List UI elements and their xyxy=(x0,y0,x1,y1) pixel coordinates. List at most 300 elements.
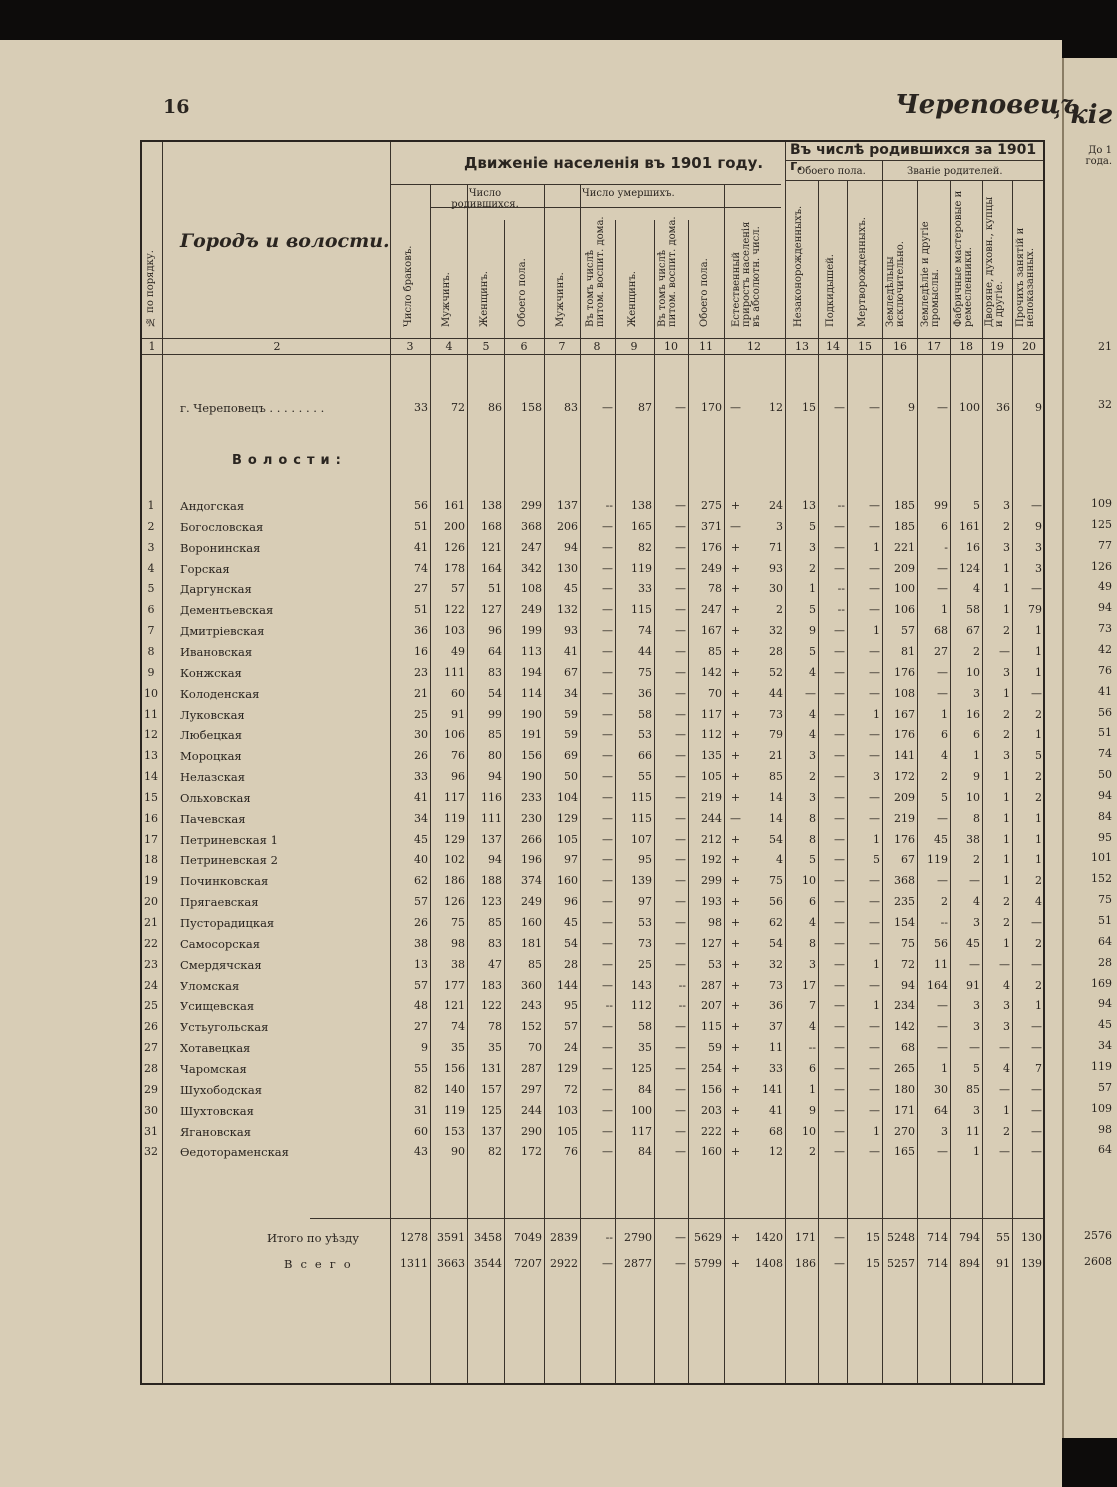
row-index: 7 xyxy=(147,624,155,638)
table-cell: 176 xyxy=(894,665,915,679)
table-cell: 2 xyxy=(973,644,980,658)
statistics-table xyxy=(140,140,1045,1385)
side-cell: 98 xyxy=(1098,1122,1112,1136)
table-cell: 78 xyxy=(708,582,722,596)
table-cell: — xyxy=(675,519,686,533)
row-name: Шухободская xyxy=(180,1082,262,1097)
table-cell: — xyxy=(602,811,613,825)
table-cell: 1 xyxy=(873,707,880,721)
table-cell: 5 xyxy=(809,644,816,658)
table-cell: 156 xyxy=(521,749,542,763)
side-cell: 84 xyxy=(1098,809,1112,823)
table-cell: 2 xyxy=(809,561,816,575)
table-cell: — xyxy=(675,1145,686,1159)
table-cell: 9 xyxy=(809,624,816,638)
table-cell: 127 xyxy=(481,603,502,617)
table-cell: 121 xyxy=(444,999,465,1013)
table-cell: 3 xyxy=(776,519,783,533)
table-cell: 91 xyxy=(966,978,980,992)
table-cell: 1 xyxy=(1003,832,1010,846)
table-row xyxy=(142,976,1043,997)
table-cell: 52 xyxy=(769,665,783,679)
col-number: 10 xyxy=(664,340,678,353)
table-row xyxy=(142,1080,1043,1101)
table-cell: 154 xyxy=(894,916,915,929)
table-cell: 68 xyxy=(901,1041,915,1055)
table-cell: 5799 xyxy=(694,1257,722,1270)
table-cell: 26 xyxy=(414,916,428,929)
row-index: 9 xyxy=(147,665,155,679)
table-cell: — xyxy=(869,916,880,929)
table-cell: 5 xyxy=(873,853,880,867)
table-cell: 8 xyxy=(809,936,816,950)
table-cell: 3 xyxy=(1003,499,1010,512)
table-cell: 44 xyxy=(769,686,783,700)
table-cell: -- xyxy=(605,499,613,512)
table-cell: 7 xyxy=(1035,1061,1042,1075)
row-index: 30 xyxy=(144,1103,158,1117)
table-cell: 10 xyxy=(966,790,980,804)
row-index: 25 xyxy=(144,999,158,1013)
table-cell: — xyxy=(1031,1041,1042,1055)
table-cell: 53 xyxy=(638,916,652,929)
table-cell: 67 xyxy=(901,853,915,867)
side-cell: 74 xyxy=(1098,747,1112,761)
table-row xyxy=(142,871,1043,892)
table-cell: 4 xyxy=(973,582,980,596)
table-cell: — xyxy=(834,916,845,929)
table-cell: 1 xyxy=(1003,853,1010,867)
row-name: Конжская xyxy=(180,665,242,680)
table-cell: + xyxy=(730,1124,741,1138)
table-cell: 2 xyxy=(776,603,783,617)
table-cell: — xyxy=(969,874,980,888)
table-cell: — xyxy=(834,519,845,533)
row-index: 14 xyxy=(144,770,158,784)
table-cell: 222 xyxy=(701,1124,722,1138)
row-name: Петриневская 1 xyxy=(180,832,278,847)
table-cell: 8 xyxy=(809,832,816,846)
table-cell: 99 xyxy=(488,707,502,721)
table-cell: — xyxy=(834,401,845,414)
section-label: Волости: xyxy=(232,453,347,468)
table-cell: 1 xyxy=(1003,936,1010,950)
table-cell: + xyxy=(730,561,741,575)
table-cell: 55 xyxy=(996,1231,1010,1244)
table-cell: 297 xyxy=(521,1082,542,1096)
table-cell: 72 xyxy=(901,957,915,971)
table-cell: — xyxy=(869,499,880,512)
table-cell: 64 xyxy=(488,644,502,658)
table-cell: 83 xyxy=(488,936,502,950)
table-cell: 66 xyxy=(638,749,652,763)
col-number: 12 xyxy=(747,340,761,353)
table-cell: 243 xyxy=(521,999,542,1013)
table-cell: 117 xyxy=(631,1124,652,1138)
col-number: 16 xyxy=(893,340,907,353)
table-cell: 91 xyxy=(451,707,465,721)
table-cell: — xyxy=(869,749,880,763)
table-cell: 90 xyxy=(451,1145,465,1159)
table-cell: — xyxy=(869,644,880,658)
table-cell: 94 xyxy=(564,540,578,554)
table-row xyxy=(142,788,1043,809)
table-cell: — xyxy=(869,686,880,700)
table-cell: — xyxy=(869,790,880,804)
table-cell: 83 xyxy=(564,401,578,414)
table-cell: — xyxy=(675,603,686,617)
table-cell: -- xyxy=(605,999,613,1013)
table-cell: -- xyxy=(678,978,686,992)
table-cell: 190 xyxy=(521,707,542,721)
table-cell: 76 xyxy=(564,1145,578,1159)
table-cell: 1 xyxy=(1035,624,1042,638)
table-cell: + xyxy=(730,895,741,909)
table-cell: 45 xyxy=(564,582,578,596)
table-cell: 51 xyxy=(414,519,428,533)
col-header-births-total: Обоего пола. xyxy=(517,258,528,327)
table-cell: 71 xyxy=(769,540,783,554)
table-cell: 1 xyxy=(1003,582,1010,596)
table-cell: + xyxy=(730,1061,741,1075)
side-cell: 42 xyxy=(1098,642,1112,656)
table-cell: — xyxy=(602,665,613,679)
row-name: Любецкая xyxy=(180,728,243,743)
table-cell: — xyxy=(675,665,686,679)
table-cell: — xyxy=(602,874,613,888)
table-cell: 4 xyxy=(809,1020,816,1034)
table-cell: — xyxy=(834,999,845,1013)
table-cell: 126 xyxy=(444,540,465,554)
col-number: 5 xyxy=(482,340,490,353)
table-cell: 98 xyxy=(708,916,722,929)
side-cell: 77 xyxy=(1098,538,1112,552)
table-cell: — xyxy=(675,1103,686,1117)
table-cell: 99 xyxy=(934,499,948,512)
table-cell: 54 xyxy=(564,936,578,950)
table-cell: — xyxy=(937,1020,948,1034)
table-cell: — xyxy=(869,582,880,596)
row-index: 10 xyxy=(144,686,158,700)
table-cell: — xyxy=(834,728,845,742)
table-cell: 167 xyxy=(701,624,722,638)
table-cell: — xyxy=(869,1061,880,1075)
table-cell: 96 xyxy=(451,770,465,784)
table-cell: 177 xyxy=(444,978,465,992)
table-cell: 125 xyxy=(481,1103,502,1117)
table-cell: 62 xyxy=(769,916,783,929)
table-cell: 103 xyxy=(557,1103,578,1117)
col-number: 8 xyxy=(593,340,601,353)
table-cell: 121 xyxy=(481,540,502,554)
table-cell: 1 xyxy=(973,1145,980,1159)
table-cell: — xyxy=(602,916,613,929)
table-cell: 2 xyxy=(941,770,948,784)
table-cell: — xyxy=(834,644,845,658)
table-cell: 33 xyxy=(769,1061,783,1075)
table-cell: 36 xyxy=(414,624,428,638)
table-cell: 7 xyxy=(809,999,816,1013)
table-cell: 9 xyxy=(809,1103,816,1117)
row-index: 16 xyxy=(144,811,158,825)
table-cell: 44 xyxy=(638,644,652,658)
table-cell: 3458 xyxy=(474,1231,502,1244)
row-index: 29 xyxy=(144,1082,158,1096)
table-cell: 132 xyxy=(557,603,578,617)
table-cell: 287 xyxy=(521,1061,542,1075)
table-cell: 200 xyxy=(444,519,465,533)
table-cell: 3 xyxy=(809,749,816,763)
table-cell: — xyxy=(675,728,686,742)
row-index: 23 xyxy=(144,957,158,971)
table-cell: 123 xyxy=(481,895,502,909)
table-cell: — xyxy=(937,686,948,700)
row-index: 22 xyxy=(144,936,158,950)
table-cell: 9 xyxy=(1035,401,1042,414)
table-cell: 172 xyxy=(894,770,915,784)
table-cell: 56 xyxy=(769,895,783,909)
table-cell: 141 xyxy=(894,749,915,763)
table-cell: 249 xyxy=(521,603,542,617)
table-cell: + xyxy=(730,603,741,617)
row-name: Колоденская xyxy=(180,686,260,701)
col-number: 15 xyxy=(858,340,872,353)
table-cell: 37 xyxy=(769,1020,783,1034)
col-header-stillborn: Мертворожденныхъ. xyxy=(857,217,868,327)
table-cell: 249 xyxy=(701,561,722,575)
table-cell: + xyxy=(730,853,741,867)
row-name: Самосорская xyxy=(180,936,260,951)
table-cell: — xyxy=(1031,1103,1042,1117)
table-cell: 73 xyxy=(769,707,783,721)
table-cell: 270 xyxy=(894,1124,915,1138)
table-cell: — xyxy=(869,978,880,992)
table-cell: 234 xyxy=(894,999,915,1013)
table-cell: 186 xyxy=(795,1257,816,1270)
table-cell: 138 xyxy=(631,499,652,512)
table-cell: 9 xyxy=(421,1041,428,1055)
table-cell: 142 xyxy=(894,1020,915,1034)
table-cell: 894 xyxy=(959,1257,980,1270)
table-cell: 59 xyxy=(564,707,578,721)
table-cell: — xyxy=(1031,1020,1042,1034)
table-cell: 25 xyxy=(638,957,652,971)
table-cell: 16 xyxy=(966,540,980,554)
table-cell: + xyxy=(730,540,741,554)
col-number: 6 xyxy=(520,340,528,353)
col-number: 4 xyxy=(445,340,453,353)
table-cell: 1 xyxy=(1035,644,1042,658)
table-cell: — xyxy=(869,728,880,742)
table-cell: 21 xyxy=(769,749,783,763)
col-header-farming-trades: Земледѣліе и другіе промыслы. xyxy=(920,221,941,327)
table-cell: 2 xyxy=(1003,519,1010,533)
births-title: Въ числѣ родившихся за 1901 г. xyxy=(790,142,1037,174)
table-cell: -- xyxy=(837,582,845,596)
table-row xyxy=(142,579,1043,600)
table-cell: 2 xyxy=(973,853,980,867)
table-cell: 143 xyxy=(631,978,652,992)
table-cell: 78 xyxy=(488,1020,502,1034)
table-row xyxy=(142,517,1043,538)
table-cell: 254 xyxy=(701,1061,722,1075)
table-cell: 2 xyxy=(1003,624,1010,638)
col-header-other: Прочихъ занятій и непоказанных. xyxy=(1015,227,1036,327)
table-cell: 85 xyxy=(488,916,502,929)
table-cell: — xyxy=(675,686,686,700)
table-cell: 83 xyxy=(488,665,502,679)
table-cell: — xyxy=(602,1257,613,1270)
table-cell: 4 xyxy=(809,707,816,721)
table-cell: 54 xyxy=(769,936,783,950)
table-cell: 93 xyxy=(769,561,783,575)
table-cell: 81 xyxy=(901,644,915,658)
table-cell: — xyxy=(834,561,845,575)
side-cell-total: 2608 xyxy=(1084,1255,1112,1268)
table-cell: 178 xyxy=(444,561,465,575)
table-cell: 185 xyxy=(894,499,915,512)
table-cell: 206 xyxy=(557,519,578,533)
table-cell: 58 xyxy=(966,603,980,617)
side-cell: 125 xyxy=(1091,517,1112,531)
table-row-city xyxy=(142,398,1043,419)
table-cell: 8 xyxy=(809,811,816,825)
table-cell: 1 xyxy=(1003,603,1010,617)
table-cell: 165 xyxy=(894,1145,915,1159)
table-cell: 4 xyxy=(1003,1061,1010,1075)
table-cell: 164 xyxy=(927,978,948,992)
table-cell: 113 xyxy=(521,644,542,658)
table-cell: + xyxy=(730,770,741,784)
table-cell: 199 xyxy=(521,624,542,638)
table-cell: 2 xyxy=(809,1145,816,1159)
table-cell: 112 xyxy=(631,999,652,1013)
deaths-group-label: Число умершихъ. xyxy=(582,188,675,199)
table-row xyxy=(142,809,1043,830)
table-cell: 196 xyxy=(521,853,542,867)
table-cell: + xyxy=(730,624,741,638)
table-cell: 55 xyxy=(638,770,652,784)
table-cell: 235 xyxy=(894,895,915,909)
table-cell: 171 xyxy=(795,1231,816,1244)
table-row xyxy=(142,934,1043,955)
table-cell: — xyxy=(937,1145,948,1159)
table-cell: — xyxy=(602,1041,613,1055)
table-cell: -- xyxy=(837,499,845,512)
table-cell: 2 xyxy=(809,770,816,784)
table-cell: — xyxy=(834,895,845,909)
table-cell: 119 xyxy=(444,811,465,825)
table-cell: 74 xyxy=(414,561,428,575)
table-cell: 100 xyxy=(631,1103,652,1117)
table-cell: 2 xyxy=(1003,895,1010,909)
table-cell: 2 xyxy=(1003,728,1010,742)
table-cell: 57 xyxy=(414,895,428,909)
table-cell: — xyxy=(675,582,686,596)
table-cell: 1 xyxy=(873,1124,880,1138)
table-cell: — xyxy=(869,1145,880,1159)
table-cell: — xyxy=(834,874,845,888)
row-name: Нелазская xyxy=(180,770,246,785)
table-cell: 2 xyxy=(1035,874,1042,888)
table-cell: 55 xyxy=(414,1061,428,1075)
table-cell: 75 xyxy=(451,916,465,929)
table-cell: 93 xyxy=(564,624,578,638)
table-cell: — xyxy=(675,401,686,414)
row-index: 27 xyxy=(144,1041,158,1055)
table-cell: 117 xyxy=(701,707,722,721)
col-header-deaths-male: Мужчинъ. xyxy=(555,272,566,327)
table-cell: 2922 xyxy=(550,1257,578,1270)
row-index: 12 xyxy=(144,728,158,742)
table-cell: 53 xyxy=(708,957,722,971)
table-cell: 209 xyxy=(894,790,915,804)
table-row xyxy=(142,850,1043,871)
table-cell: 160 xyxy=(701,1145,722,1159)
table-cell: — xyxy=(869,665,880,679)
table-cell: 299 xyxy=(701,874,722,888)
col-header-foundlings: Подкидышей. xyxy=(825,254,836,327)
table-cell: 48 xyxy=(414,999,428,1013)
table-cell: 53 xyxy=(638,728,652,742)
table-cell: 13 xyxy=(802,499,816,512)
table-cell: — xyxy=(675,874,686,888)
table-cell: 183 xyxy=(481,978,502,992)
table-cell: 152 xyxy=(521,1020,542,1034)
table-cell: 87 xyxy=(638,401,652,414)
table-row xyxy=(142,1038,1043,1059)
table-cell: 34 xyxy=(564,686,578,700)
table-cell: — xyxy=(869,895,880,909)
table-row xyxy=(142,1122,1043,1143)
table-cell: 1 xyxy=(873,832,880,846)
table-cell: 156 xyxy=(444,1061,465,1075)
table-cell: 38 xyxy=(414,936,428,950)
table-cell: 14 xyxy=(769,811,783,825)
table-cell: 176 xyxy=(894,728,915,742)
table-cell: 142 xyxy=(701,665,722,679)
table-cell: 714 xyxy=(927,1231,948,1244)
table-cell: 30 xyxy=(414,728,428,742)
table-cell: 5629 xyxy=(694,1231,722,1244)
movement-title: Движеніе населенія въ 1901 году. xyxy=(464,154,764,172)
table-cell: 73 xyxy=(769,978,783,992)
table-cell: — xyxy=(602,582,613,596)
table-cell: — xyxy=(834,1061,845,1075)
table-cell: — xyxy=(834,1103,845,1117)
adjacent-page-heading: кіг xyxy=(1070,100,1113,130)
table-cell: 374 xyxy=(521,874,542,888)
table-cell: — xyxy=(1031,957,1042,971)
table-cell: 75 xyxy=(769,874,783,888)
table-cell: 115 xyxy=(631,603,652,617)
table-cell: 6 xyxy=(809,895,816,909)
table-cell: 16 xyxy=(966,707,980,721)
table-cell: + xyxy=(730,790,741,804)
row-name: Смердячская xyxy=(180,957,262,972)
table-cell: 106 xyxy=(894,603,915,617)
table-row xyxy=(142,830,1043,851)
table-cell: 290 xyxy=(521,1124,542,1138)
table-cell: — xyxy=(675,957,686,971)
table-cell: — xyxy=(834,770,845,784)
table-cell: — xyxy=(602,686,613,700)
table-cell: 13 xyxy=(414,957,428,971)
table-cell: 67 xyxy=(966,624,980,638)
table-cell: 160 xyxy=(557,874,578,888)
table-cell: 57 xyxy=(414,978,428,992)
side-cell: 64 xyxy=(1098,1143,1112,1157)
